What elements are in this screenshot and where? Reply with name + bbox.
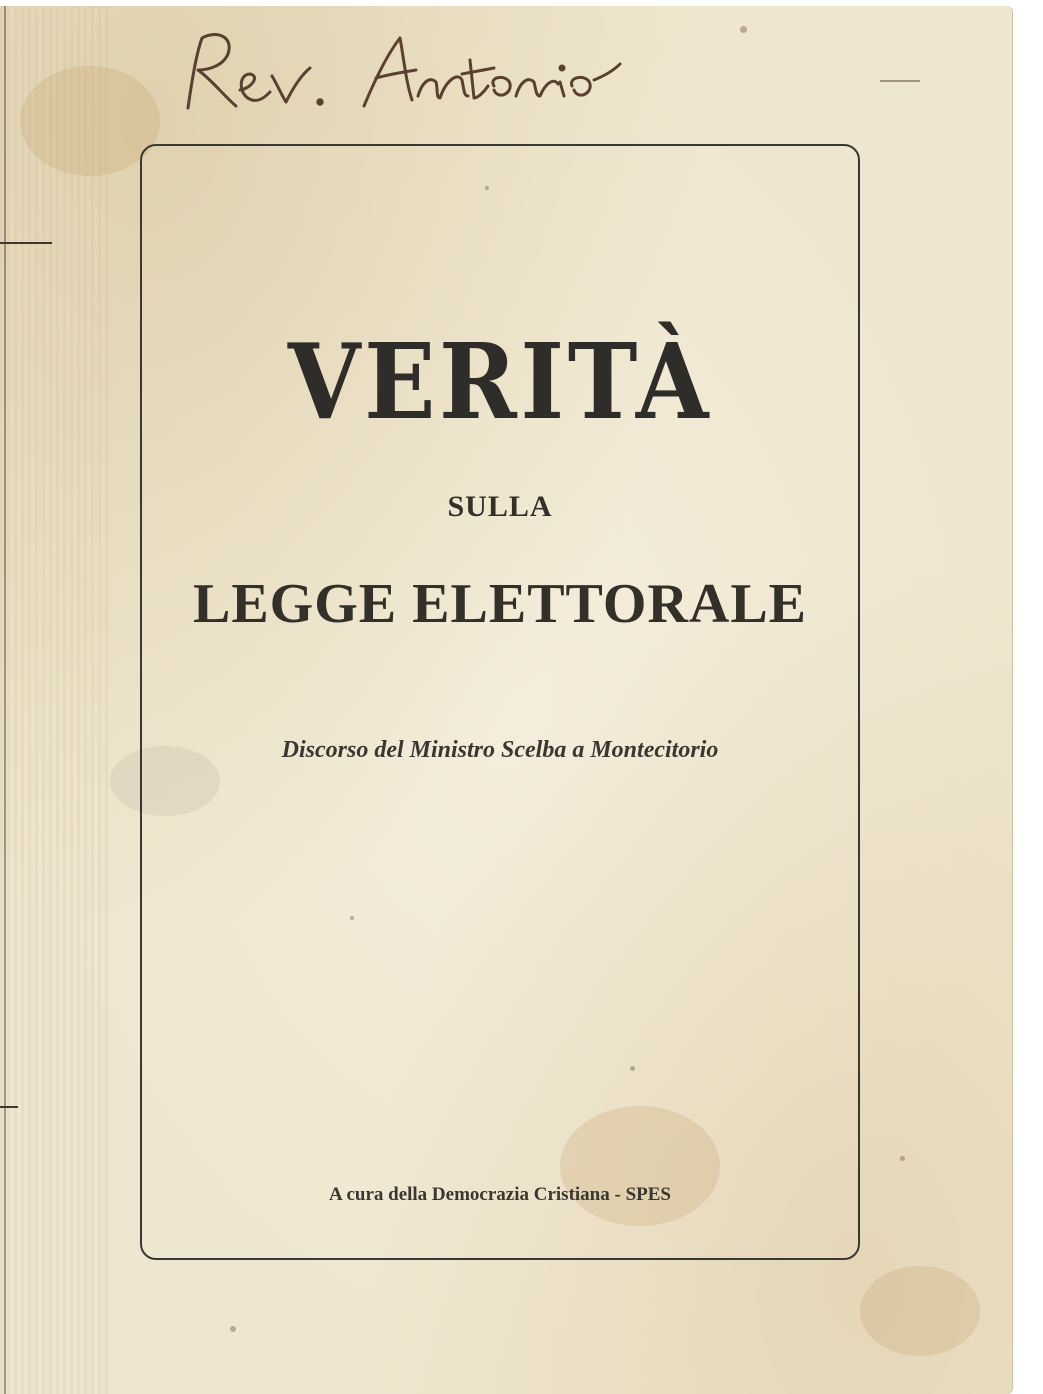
- ink-mark: [880, 80, 920, 82]
- age-stain: [20, 66, 160, 176]
- staple-mark: [0, 242, 52, 244]
- spine-wear: [0, 6, 110, 1394]
- speck: [740, 26, 747, 33]
- cover-title: VERITÀ: [287, 320, 713, 443]
- age-stain: [860, 1266, 980, 1356]
- cover-connector: SULLA: [447, 490, 553, 523]
- speck: [900, 1156, 905, 1161]
- spine-edge: [4, 6, 6, 1394]
- cover-publisher: A cura della Democrazia Cristiana - SPES: [329, 1184, 671, 1205]
- cover-subtitle: Discorso del Ministro Scelba a Montecitorio: [281, 737, 719, 763]
- cover-subject: LEGGE ELETTORALE: [192, 573, 808, 635]
- cover-border-frame: [140, 144, 860, 1260]
- staple-mark: [0, 1106, 18, 1108]
- speck: [230, 1326, 236, 1332]
- handwritten-inscription: [168, 20, 688, 115]
